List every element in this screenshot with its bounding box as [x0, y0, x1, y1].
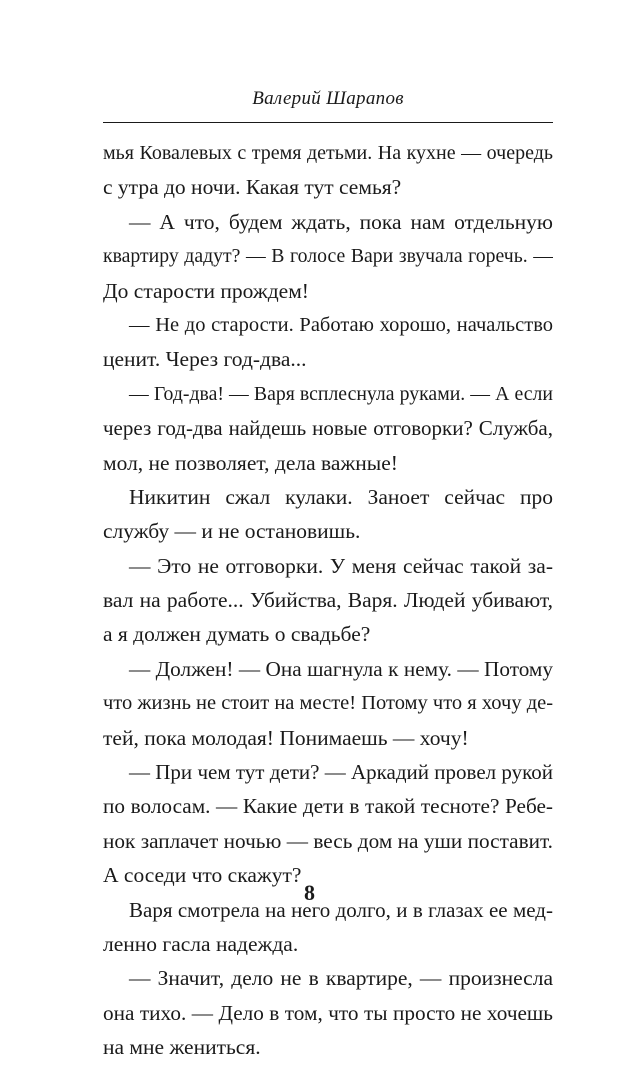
text-line: на мне жениться.: [103, 1035, 261, 1060]
text-line: — Год-два! — Варя всплеснула руками. — А если: [129, 382, 553, 405]
body-text: [103, 136, 553, 1065]
text-line: До старости прождем!: [103, 278, 309, 303]
text-line: — А что, будем ждать, пока нам отдельную: [129, 209, 553, 234]
text-line: тей, пока молодая! Понимаешь — хочу!: [103, 725, 469, 750]
text-line: через год-два найдешь новые отговорки? Служба,: [103, 416, 553, 441]
text-line: — Это не отговорки. У меня сейчас такой за-: [129, 553, 553, 578]
text-line: а я должен думать о свадьбе?: [103, 622, 371, 647]
text-line: Никитин сжал кулаки. Заноет сейчас про: [129, 484, 553, 509]
text-line: — При чем тут дети? — Аркадий провел рукой: [129, 760, 553, 785]
text-line: А соседи что скажут?: [103, 863, 302, 888]
text-line: что жизнь не стоит на месте! Потому что я хочу де-: [103, 692, 553, 715]
header-rule: [103, 122, 553, 123]
text-line: Варя смотрела на него долго, и в глазах ее мед-: [129, 897, 553, 922]
text-line: — Не до старости. Работаю хорошо, начальство: [129, 313, 553, 336]
text-line: мья Ковалевых с тремя детьми. На кухне — очередь: [103, 142, 553, 164]
text-line: службу — и не остановишь.: [103, 519, 361, 544]
text-line: — Должен! — Она шагнула к нему. — Потому: [129, 656, 553, 681]
text-line: мол, не позволяет, дела важные!: [103, 450, 398, 475]
text-line: нок заплачет ночью — весь дом на уши поставит.: [103, 828, 553, 853]
text-line: квартиру дадут? — В голосе Вари звучала горечь. —: [103, 245, 553, 268]
page-number: 8: [304, 880, 315, 905]
text-line: — Значит, дело не в квартире, — произнесла: [129, 966, 553, 991]
text-line: вал на работе... Убийства, Варя. Людей убивают,: [103, 588, 553, 613]
text-line: она тихо. — Дело в том, что ты просто не хочешь: [103, 1000, 553, 1025]
text-line: ленно гасла надежда.: [103, 931, 299, 956]
text-line: по волосам. — Какие дети в такой тесноте? Ребе-: [103, 794, 553, 819]
running-head-author: Валерий Шарапов: [252, 88, 404, 109]
text-line: ценит. Через год-два...: [103, 347, 307, 372]
text-line: с утра до ночи. Какая тут семья?: [103, 175, 402, 200]
